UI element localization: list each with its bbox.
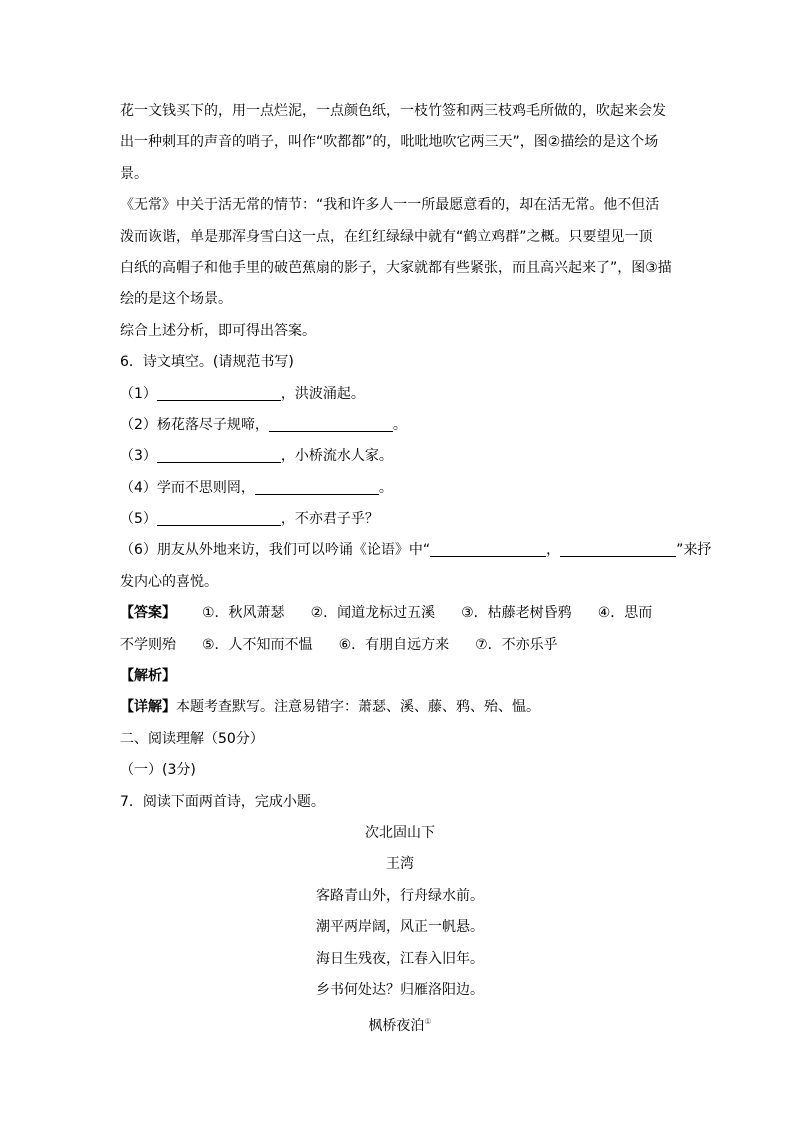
question-6-title: 6．诗文填空。(请规范书写) bbox=[120, 354, 294, 371]
answer-item: ⑦．不亦乐乎 bbox=[475, 636, 558, 653]
detail-label: 【详解】 bbox=[120, 699, 176, 716]
fill-blank bbox=[269, 415, 393, 432]
passage-line: 《无常》中关于活无常的情节：“我和许多人一一所最愿意看的，却在活无常。他不但活 bbox=[120, 197, 660, 214]
fill-blank bbox=[560, 540, 676, 557]
fill-blank bbox=[157, 509, 281, 526]
document-body bbox=[120, 96, 712, 1038]
poem-line: 潮平两岸阔，风正一帆悬。 bbox=[316, 919, 484, 936]
answer-line bbox=[120, 598, 680, 629]
answer-line bbox=[120, 630, 680, 661]
question-7-title: 7．阅读下面两首诗，完成小题。 bbox=[120, 793, 325, 810]
q6-item-prefix: （2）杨花落尽子规啼， bbox=[120, 416, 269, 433]
footnote-marker: ① bbox=[424, 1017, 432, 1027]
analysis-label: 【解析】 bbox=[120, 668, 176, 685]
passage-line: 花一文钱买下的，用一点烂泥，一点颜色纸，一枝竹签和两三枝鸡毛所做的，吹起来会发 bbox=[120, 103, 666, 119]
q6-item-1 bbox=[120, 379, 680, 410]
q6-item-prefix: （3） bbox=[120, 448, 157, 465]
q6-item-2 bbox=[120, 410, 680, 441]
analysis-detail bbox=[120, 692, 680, 723]
poem-title: 次北固山下 bbox=[365, 824, 435, 841]
detail-text: 本题考查默写。注意易错字：萧瑟、溪、藤、鸦、殆、愠。 bbox=[176, 699, 540, 716]
answer-item: ⑥．有朋自远方来 bbox=[338, 636, 450, 653]
q6-item-suffix: ，洪波涌起。 bbox=[280, 385, 365, 402]
passage-line: 出一种刺耳的声音的哨子，叫作“吹都都”的，吡吡地吹它两三天”，图②描绘的是这个场 bbox=[120, 134, 659, 151]
q6-item-suffix: ”来抒 bbox=[676, 542, 712, 559]
q6-item-prefix: （5） bbox=[120, 511, 157, 528]
poem-line: 海日生残夜，江春入旧年。 bbox=[316, 950, 484, 967]
fill-blank bbox=[430, 540, 546, 557]
q6-item-prefix: （1） bbox=[120, 385, 157, 402]
q6-item-prefix: （6）朋友从外地来访，我们可以吟诵《论语》中“ bbox=[120, 542, 431, 559]
q6-item-suffix: 。 bbox=[392, 416, 407, 433]
q6-item-suffix: ，不亦君子乎？ bbox=[280, 511, 379, 528]
answer-item: ④．思而 bbox=[597, 605, 653, 622]
section-title: 二、阅读理解（50分） bbox=[120, 730, 264, 747]
answer-item: 不学则殆 bbox=[120, 636, 176, 653]
passage-line: 泼而诙谐，单是那浑身雪白这一点，在红红绿绿中就有“鹤立鸡群”之概。只要望见一顶 bbox=[120, 228, 653, 245]
fill-blank bbox=[157, 446, 281, 463]
passage-line: 综合上述分析，即可得出答案。 bbox=[120, 322, 316, 339]
q6-item-suffix: ，小桥流水人家。 bbox=[280, 448, 393, 465]
subsection-title: （一）(3分) bbox=[120, 762, 196, 779]
fill-blank bbox=[157, 384, 281, 401]
answer-item: ⑤．人不知而不愠 bbox=[202, 636, 313, 653]
poem-title bbox=[120, 1006, 680, 1037]
q6-item-separator: ， bbox=[546, 542, 561, 559]
fill-blank bbox=[255, 478, 379, 495]
answer-item: ①．秋风萧瑟 bbox=[202, 605, 285, 622]
answer-label: 【答案】 bbox=[120, 605, 176, 622]
poem-line: 客路青山外，行舟绿水前。 bbox=[316, 887, 484, 904]
q6-item-6 bbox=[120, 535, 712, 566]
q6-item-suffix: 。 bbox=[378, 479, 393, 496]
q6-item-4 bbox=[120, 473, 680, 504]
poem-author: 王湾 bbox=[386, 856, 414, 873]
passage-line: 景。 bbox=[120, 165, 148, 182]
passage-line: 白纸的高帽子和他手里的破芭蕉扇的影子，大家就都有些紧张，而且高兴起来了”，图③描 bbox=[120, 259, 672, 276]
q6-item-prefix: （4）学而不思则罔， bbox=[120, 479, 255, 496]
passage-line: 绘的是这个场景。 bbox=[120, 291, 232, 308]
answer-item: ②．闻道龙标过五溪 bbox=[310, 605, 436, 622]
poem-title-text: 枫桥夜泊 bbox=[368, 1018, 425, 1035]
answer-item: ③．枯藤老树昏鸦 bbox=[461, 605, 572, 622]
q6-item-5 bbox=[120, 504, 680, 535]
q6-item-6-continued: 发内心的喜悦。 bbox=[120, 573, 218, 590]
poem-line: 乡书何处达？归雁洛阳边。 bbox=[316, 981, 484, 998]
q6-item-3 bbox=[120, 441, 680, 472]
